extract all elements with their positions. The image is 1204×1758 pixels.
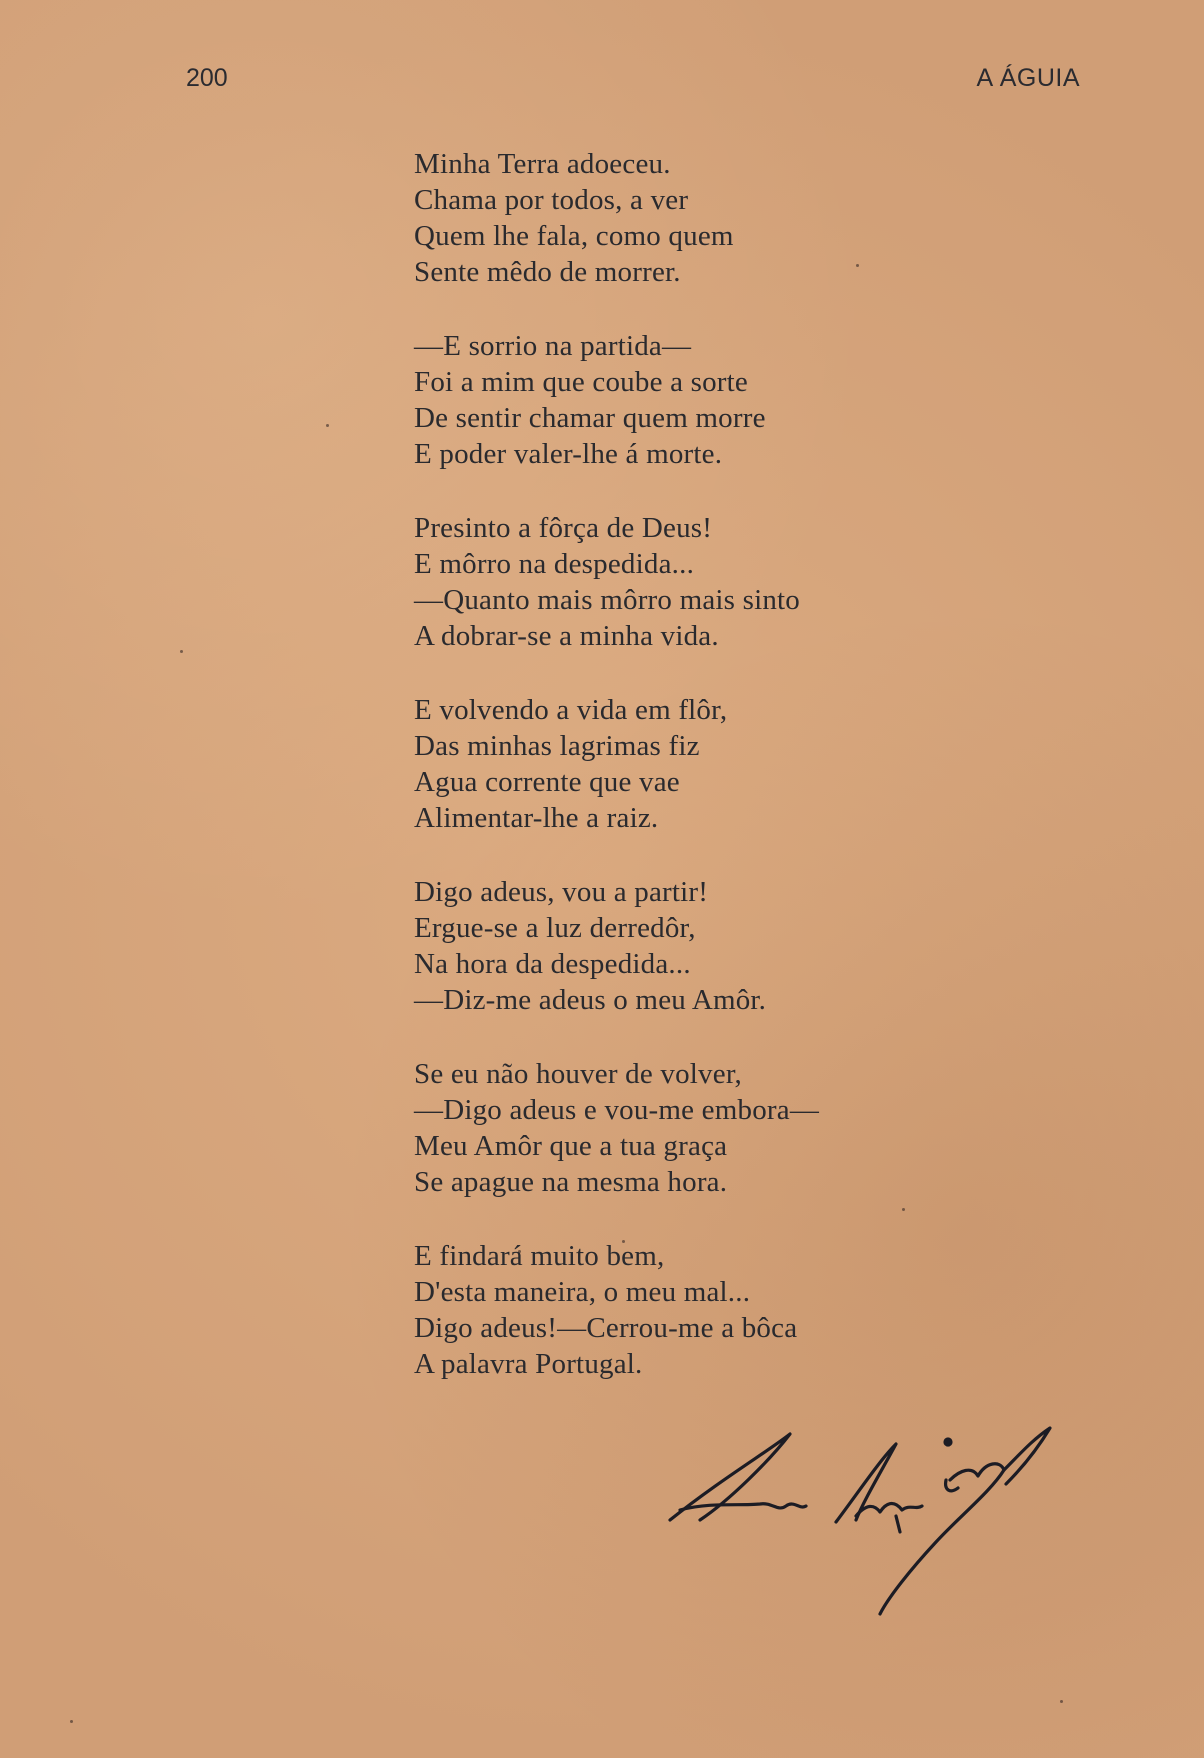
poem-line: Foi a mim que coube a sorte [414,366,748,398]
stanza [414,1056,934,1200]
poem-line: E findará muito bem, [414,1240,665,1272]
poem-line: Meu Amôr que a tua graça [414,1130,728,1162]
poem-line: Sente mêdo de morrer. [414,256,681,288]
poem-line: Minha Terra adoeceu. [414,148,671,180]
stanza [414,1238,934,1382]
handwritten-signature [660,1420,1080,1630]
poem-line: De sentir chamar quem morre [414,402,766,434]
poem-line: Ergue-se a luz derredôr, [414,912,696,944]
poem-line: Quem lhe fala, como quem [414,220,734,252]
poem-line: E môrro na despedida... [414,548,695,580]
poem-line: —E sorrio na partida— [414,330,692,362]
journal-title: A ÁGUIA [976,64,1080,92]
poem-line: —Digo adeus e vou-me embora— [414,1094,820,1126]
page-number: 200 [186,64,228,92]
paper-speck [180,650,183,653]
paper-speck [326,424,329,427]
paper-speck [1060,1700,1063,1703]
stanza [414,146,934,290]
poem-line: —Quanto mais môrro mais sinto [414,584,800,616]
poem-line: Presinto a fôrça de Deus! [414,512,713,544]
poem-line: Na hora da despedida... [414,948,691,980]
poem-line: E volvendo a vida em flôr, [414,694,728,726]
paper-speck [70,1720,73,1723]
poem-line: D'esta maneira, o meu mal... [414,1276,751,1308]
poem-line: Digo adeus!—Cerrou-me a bôca [414,1312,798,1344]
poem-line: —Diz-me adeus o meu Amôr. [414,984,767,1016]
poem-line: E poder valer-lhe á morte. [414,438,723,470]
stanza [414,692,934,836]
poem-line: Agua corrente que vae [414,766,680,798]
poem-line: A dobrar-se a minha vida. [414,620,719,652]
poem-line: Chama por todos, a ver [414,184,689,216]
poem-line: Se eu não houver de volver, [414,1058,742,1090]
page-header [0,60,1204,100]
poem-line: A palavra Portugal. [414,1348,643,1380]
poem-line: Das minhas lagrimas fiz [414,730,700,762]
poem-line: Alimentar-lhe a raiz. [414,802,659,834]
stanza [414,874,934,1018]
poem [414,146,934,1420]
stanza [414,510,934,654]
poem-line: Se apague na mesma hora. [414,1166,728,1198]
poem-line: Digo adeus, vou a partir! [414,876,709,908]
stanza [414,328,934,472]
